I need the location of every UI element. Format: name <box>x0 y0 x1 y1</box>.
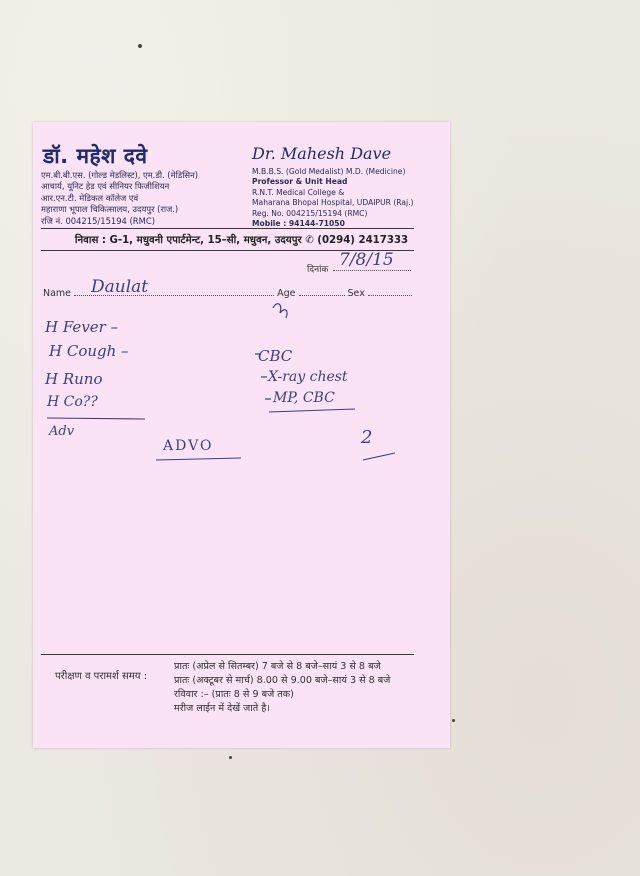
credential-line: M.B.B.S. (Gold Medalist) M.D. (Medicine) <box>252 167 406 176</box>
ink-underline <box>156 458 241 460</box>
scan-speck <box>138 44 142 48</box>
handwritten-investigation: X-ray chest <box>268 369 348 385</box>
handwritten-complaint: H Co?? <box>47 394 98 410</box>
doctor-name-english: Dr. Mahesh Dave <box>252 144 392 163</box>
credential-line: Professor & Unit Head <box>252 177 348 187</box>
handwritten-complaint: H Fever – <box>45 318 119 336</box>
credential-line: आर.एन.टी. मेडिकल कॉलेज एवं <box>41 192 139 203</box>
ink-underline <box>47 418 145 419</box>
credential-line: रजि नं. 004215/15194 (RMC) <box>41 215 155 226</box>
credential-line: Maharana Bhopal Hospital, UDAIPUR (Raj.) <box>252 198 414 208</box>
handwritten-complaint: H Cough – <box>49 342 129 360</box>
consultation-hours-label: परीक्षण व परामर्श समय : <box>55 671 148 682</box>
footer-divider <box>41 654 414 655</box>
handwritten-investigation: MP, CBC <box>273 390 335 406</box>
handwritten-investigation: CBC <box>258 347 293 365</box>
scan-speck <box>229 756 232 759</box>
handwritten-note: ADVO <box>163 438 214 454</box>
mobile-number: Mobile : 94144-71050 <box>252 219 345 229</box>
hours-line: रविवार :– (प्रातः 8 से 9 बजे तक) <box>174 689 294 700</box>
credential-line: एम.बी.बी.एस. (गोल्ड मेडलिस्ट), एम.डी. (मेडिसिन) <box>41 170 198 180</box>
hours-line: प्रातः (अप्रेल से सितम्बर) 7 बजे से 8 बजे–सायं 3 से 8 बजे <box>174 661 381 672</box>
ink-underline <box>363 453 395 460</box>
sex-label: Sex <box>347 288 365 299</box>
credential-line: आचार्य, यूनिट हेड एवं सीनियर फिजीशियन <box>41 181 170 192</box>
credential-line: महाराणा भूपाल चिकित्सालय, उदयपुर (राज.) <box>41 204 179 215</box>
name-label: Name <box>43 288 72 299</box>
date-label: दिनांक <box>307 265 329 275</box>
ink-underline <box>269 409 355 412</box>
ink-tick <box>273 304 287 318</box>
age-label: Age <box>277 288 296 299</box>
prescription-pad <box>33 122 450 748</box>
residence-address: निवास : G-1, मधुवनी एपार्टमेन्ट, 15–सी, मधुवन, उदयपुर ✆ (0294) 2417333 <box>74 235 409 246</box>
handwritten-note: Adv <box>49 424 75 439</box>
scan-speck <box>452 719 455 722</box>
handwritten-date: 7/8/15 <box>339 250 394 270</box>
doctor-name-hindi: डॉ. महेश दवे <box>43 144 148 168</box>
consultation-hours <box>174 660 390 716</box>
hours-line: मरीज लाईन में देखें जाते है। <box>174 703 271 714</box>
handwritten-complaint: H Runo <box>45 370 103 388</box>
hours-line: प्रातः (अक्टूबर से मार्च) 8.00 से 9.00 बजे–सायं 3 से 8 बजे <box>174 675 391 686</box>
credential-line: Reg. No. 004215/15194 (RMC) <box>252 208 368 218</box>
handwritten-patient-name: Daulat <box>91 277 149 297</box>
credential-line: R.N.T. Medical College & <box>252 187 345 197</box>
handwritten-note: 2 <box>361 427 373 448</box>
